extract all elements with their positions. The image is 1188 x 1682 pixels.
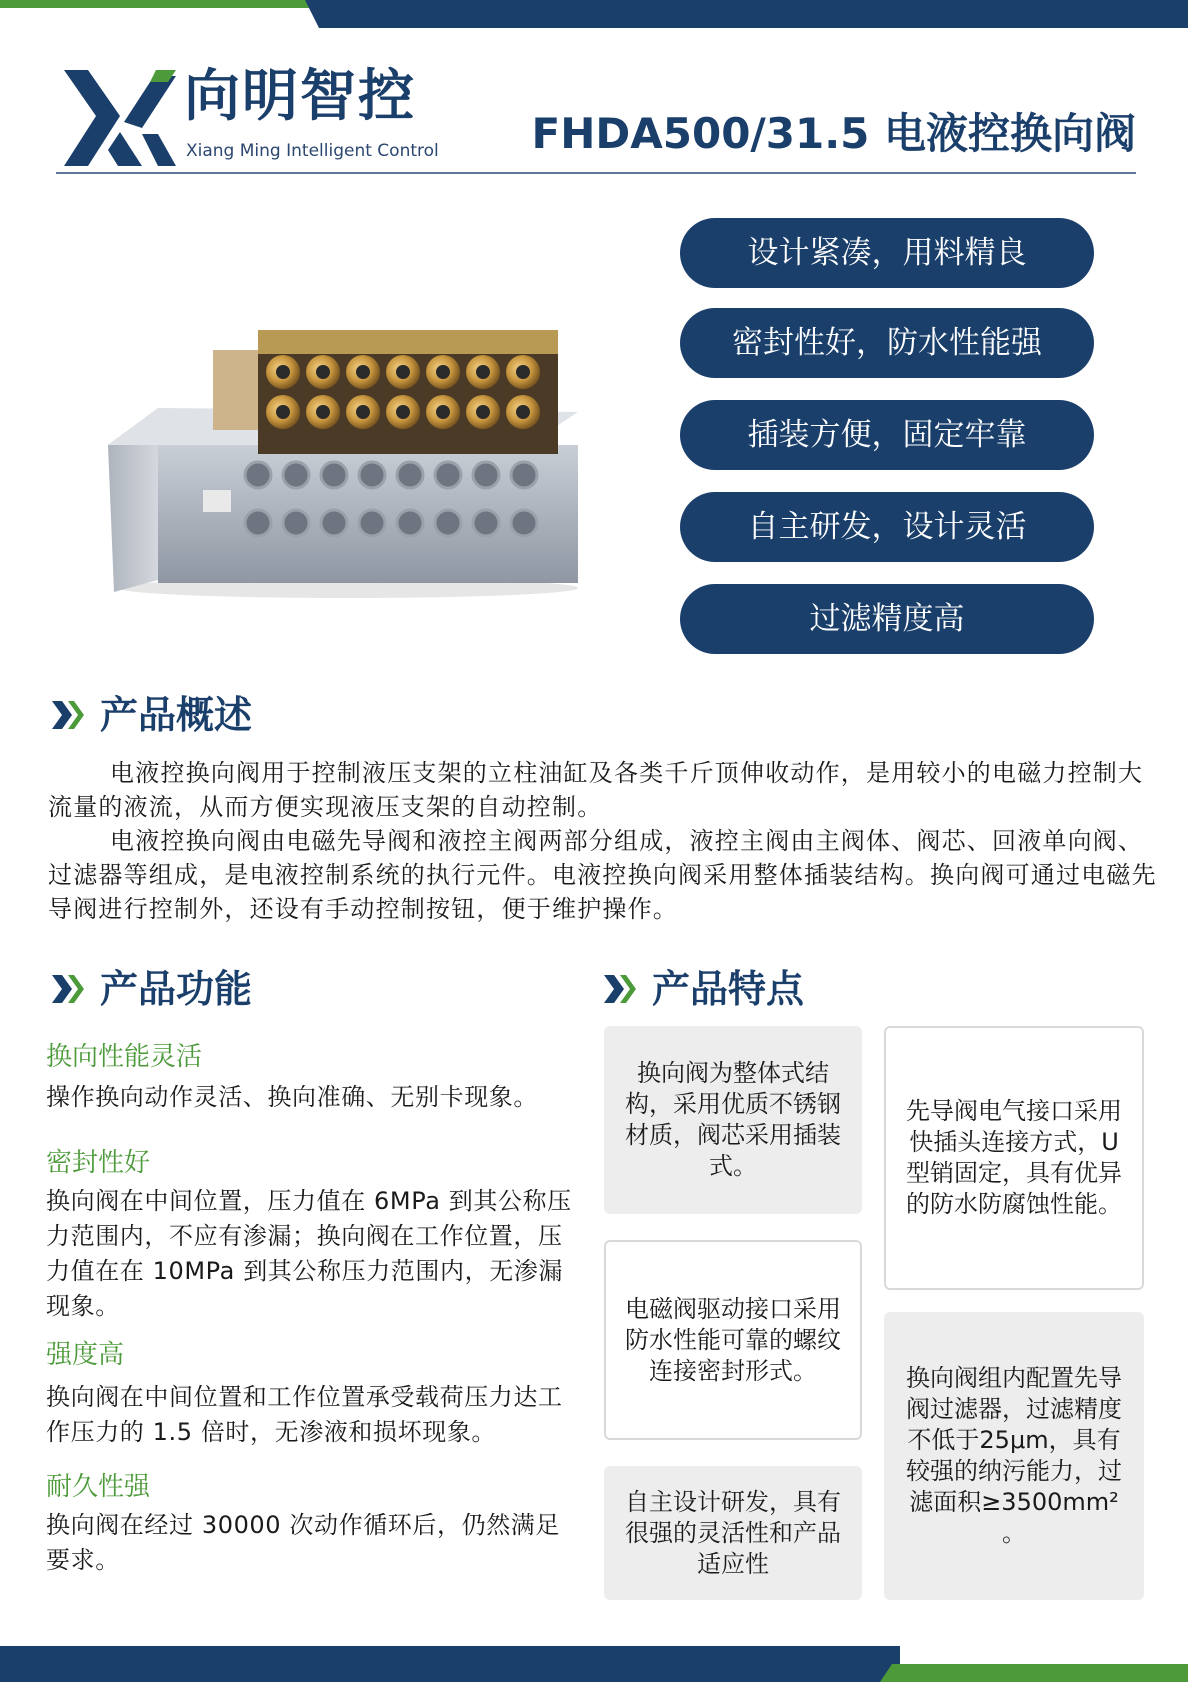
function-text: 换向阀在中间位置和工作位置承受载荷压力达工作压力的 1.5 倍时，无渗液和损坏现象。 <box>46 1383 563 1446</box>
valve-product-image <box>108 330 578 600</box>
functions-heading-text: 产品功能 <box>100 967 253 1011</box>
function-title: 耐久性强 <box>46 1472 151 1502</box>
function-item-1 <box>46 1040 578 1115</box>
functions-heading <box>52 964 252 1014</box>
top-green-bar <box>0 0 320 8</box>
overview-paragraph-1: 电液控换向阀用于控制液压支架的立柱油缸及各类千斤顶伸收动作，是用较小的电磁力控制大流量的液流，从而方便实现液压支架的自动控制。 <box>48 759 1144 821</box>
overview-paragraph-2: 电液控换向阀由电磁先导阀和液控主阀两部分组成，液控主阀由主阀体、阀芯、回液单向阀、过滤器等组成，是电液控制系统的执行元件。电液控换向阀采用整体插装结构。换向阀可通过电磁先导阀进行控制外，还设有手动控制按钮，便于维护操作。 <box>48 827 1157 923</box>
features-heading <box>604 964 804 1014</box>
page-title: FHDA500/31.5 电液控换向阀 <box>531 109 1136 158</box>
highlight-pill-5: 过滤精度高 <box>680 584 1094 654</box>
overview-heading <box>52 690 252 740</box>
function-text: 换向阀在经过 30000 次动作循环后，仍然满足要求。 <box>46 1511 561 1574</box>
bottom-green-bar <box>880 1664 1188 1682</box>
highlight-pill-1: 设计紧凑，用料精良 <box>680 218 1094 288</box>
function-item-4 <box>46 1470 578 1578</box>
function-text: 换向阀在中间位置，压力值在 6MPa 到其公称压力范围内，不应有渗漏；换向阀在工作位置，压力值在在 10MPa 到其公称压力范围内，无渗漏现象。 <box>46 1187 572 1320</box>
function-item-2 <box>46 1146 578 1324</box>
feature-box-5: 自主设计研发，具有很强的灵活性和产品适应性 <box>604 1466 862 1600</box>
brand-logo-icon <box>58 70 176 166</box>
function-text: 操作换向动作灵活、换向准确、无别卡现象。 <box>46 1083 538 1111</box>
function-title: 强度高 <box>46 1340 125 1370</box>
bottom-navy-bar <box>0 1646 900 1682</box>
brand-name-cn: 向明智控 <box>184 64 416 129</box>
double-chevron-icon <box>604 975 638 1003</box>
features-heading-text: 产品特点 <box>652 967 805 1011</box>
brand-name-en: Xiang Ming Intelligent Control <box>186 141 439 161</box>
top-navy-bar <box>305 0 1188 28</box>
overview-heading-text: 产品概述 <box>100 693 253 737</box>
function-title: 密封性好 <box>46 1148 151 1178</box>
title-divider <box>56 172 1136 174</box>
highlight-pill-2: 密封性好，防水性能强 <box>680 308 1094 378</box>
overview-body <box>48 756 1158 926</box>
feature-box-2: 先导阀电气接口采用快插头连接方式，U型销固定，具有优异的防水防腐蚀性能。 <box>884 1026 1144 1290</box>
double-chevron-icon <box>52 975 86 1003</box>
highlight-pill-4: 自主研发，设计灵活 <box>680 492 1094 562</box>
feature-box-4: 换向阀组内配置先导阀过滤器，过滤精度不低于25μm，具有较强的纳污能力，过滤面积≥3500mm² 。 <box>884 1312 1144 1600</box>
feature-box-1: 换向阀为整体式结构，采用优质不锈钢材质，阀芯采用插装式。 <box>604 1026 862 1214</box>
double-chevron-icon <box>52 701 86 729</box>
highlight-pill-3: 插装方便，固定牢靠 <box>680 400 1094 470</box>
function-title: 换向性能灵活 <box>46 1042 203 1072</box>
feature-box-3: 电磁阀驱动接口采用防水性能可靠的螺纹连接密封形式。 <box>604 1240 862 1440</box>
function-item-3 <box>46 1338 578 1450</box>
